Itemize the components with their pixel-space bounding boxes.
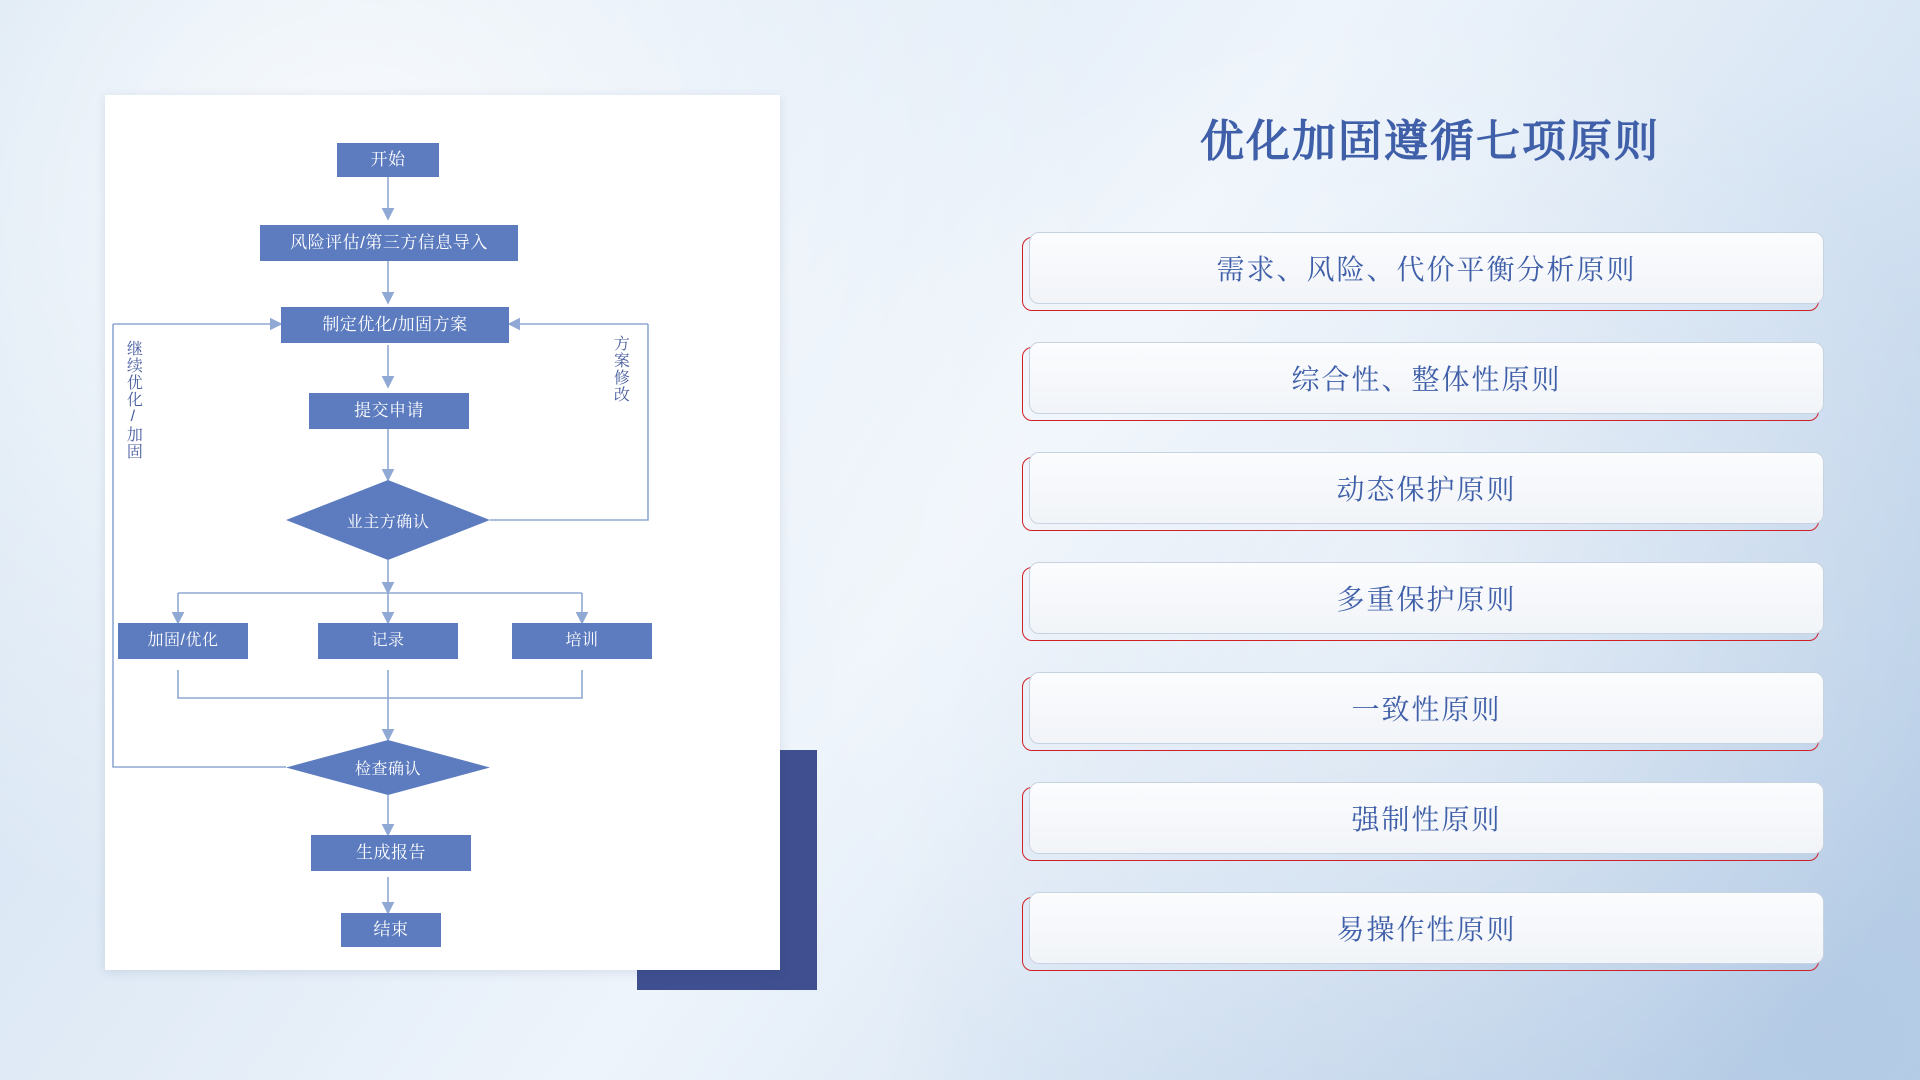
- list-item[interactable]: [1022, 672, 1822, 744]
- flow-node-owner-confirm-label: 业主方确认: [346, 513, 430, 531]
- list-item[interactable]: [1022, 892, 1822, 964]
- flow-node-train[interactable]: 培训: [512, 623, 652, 659]
- list-item[interactable]: [1022, 232, 1822, 304]
- flowchart-card: [105, 95, 780, 970]
- principle-label: 强制性原则: [1029, 782, 1824, 854]
- flow-node-submit[interactable]: 提交申请: [309, 393, 469, 429]
- flow-node-check-confirm[interactable]: [286, 740, 490, 795]
- list-item[interactable]: [1022, 342, 1822, 414]
- flow-node-end[interactable]: 结束: [341, 913, 441, 947]
- flow-node-reinforce[interactable]: 加固/优化: [118, 623, 248, 659]
- principle-label: 易操作性原则: [1029, 892, 1824, 964]
- principles-list: [1022, 232, 1822, 1002]
- flow-label-plan-revision: 方案修改: [611, 335, 629, 403]
- flow-node-risk-assessment[interactable]: 风险评估/第三方信息导入: [260, 225, 518, 261]
- flow-node-record[interactable]: 记录: [318, 623, 458, 659]
- page-title: 优化加固遵循七项原则: [1200, 117, 1660, 166]
- flow-label-continue-optimize: 继续优化/加固: [124, 340, 142, 460]
- flow-node-plan[interactable]: 制定优化/加固方案: [281, 307, 509, 343]
- list-item[interactable]: [1022, 452, 1822, 524]
- flowchart: [105, 95, 780, 970]
- flow-node-start[interactable]: 开始: [337, 143, 439, 177]
- principle-label: 综合性、整体性原则: [1029, 342, 1824, 414]
- flow-node-check-confirm-label: 检查确认: [354, 761, 421, 778]
- flow-node-report[interactable]: 生成报告: [311, 835, 471, 871]
- list-item[interactable]: [1022, 782, 1822, 854]
- principle-label: 一致性原则: [1029, 672, 1824, 744]
- list-item[interactable]: [1022, 562, 1822, 634]
- principle-label: 动态保护原则: [1029, 452, 1824, 524]
- principle-label: 需求、风险、代价平衡分析原则: [1029, 232, 1824, 304]
- principle-label: 多重保护原则: [1029, 562, 1824, 634]
- flow-node-owner-confirm[interactable]: [286, 480, 490, 560]
